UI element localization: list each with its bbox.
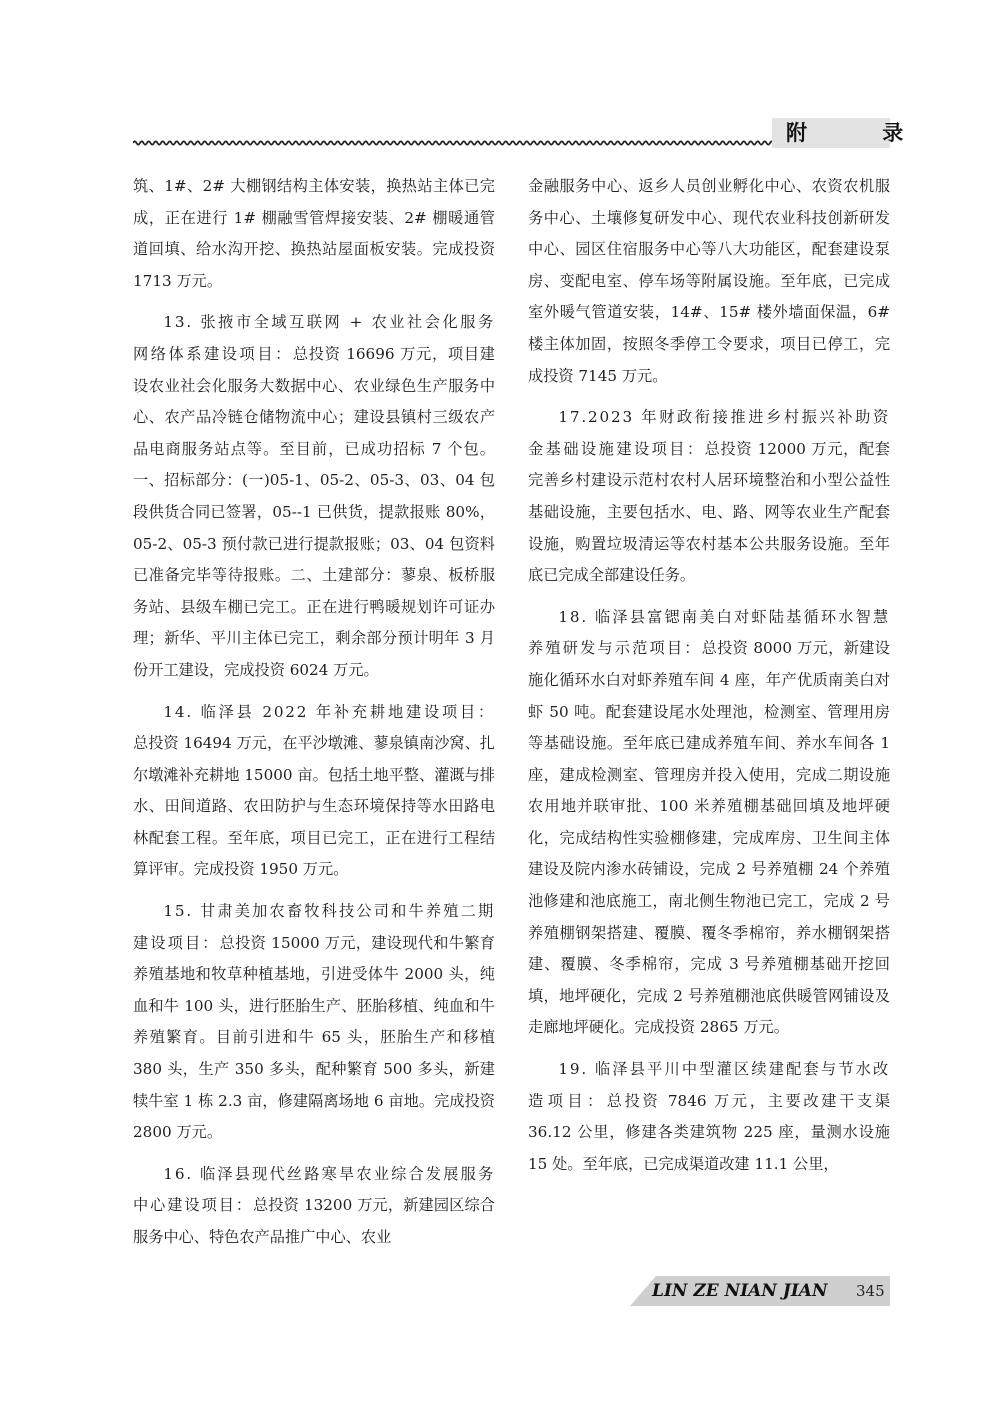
item-body: 总投资 16494 万元，在平沙墩滩、蓼泉镇南沙窝、扎尔墩滩补充耕地 15000 亩。包括土地平整、灌溉与排水、田间道路、农田防护与生态环境保持等水田路电林配套工程。至年底，项目已完工，正在进行工程结算评审。完成投资 1950 万元。 — [133, 734, 495, 879]
header-wave-rule — [133, 136, 775, 150]
paragraph: 筑、1#、2# 大棚钢结构主体安装，换热站主体已完成，正在进行 1# 棚融雪管焊接安装、2# 棚暖通管道回填、给水沟开挖、换热站屋面板安装。完成投资 1713 万元。 — [133, 177, 495, 290]
paragraph — [528, 1054, 890, 1180]
item-heading: 18. 临泽县富锶南美白对虾陆基循环水智慧养殖研发与示范项目： — [528, 607, 890, 658]
page-number: 345 — [856, 1282, 885, 1300]
item-heading: 14. 临泽县 2022 年补充耕地建设项目： — [163, 702, 495, 721]
paragraph: 金融服务中心、返乡人员创业孵化中心、农资农机服务中心、土壤修复研发中心、现代农业科技创新研发中心、园区住宿服务中心等八大功能区，配套建设泵房、变配电室、停车场等附属设施。至年底，已完成室外暖气管道安装，14#、15# 楼外墙面保温，6# 楼主体加固，按照冬季停工令要求，项目已停工，完成投资 7145 万元。 — [528, 177, 890, 385]
item-body: 总投资 13200 万元，新建园区综合服务中心、特色农产品推广中心、农业 — [133, 1196, 495, 1246]
journal-name: LIN ZE NIAN JIAN — [652, 1281, 828, 1301]
section-title: 附 录 — [786, 121, 938, 145]
item-heading: 17.2023 年财政衔接推进乡村振兴补助资金基础设施建设项目： — [528, 408, 890, 458]
item-body: 总投资 12000 万元，配套完善乡村建设示范村农村人居环境整治和小型公益性基础设施，主要包括水、电、路、网等农业生产配套设施，购置垃圾清运等农村基本公共服务设施。至年底已完成全部建设任务。 — [528, 439, 890, 585]
left-column — [133, 171, 495, 1254]
item-heading: 15. 甘肃美加农畜牧科技公司和牛养殖二期建设项目： — [133, 902, 495, 952]
item-body: 总投资 7846 万元，主要改建干支渠 36.12 公里，修建各类建筑物 225 座，量测水设施 15 处。至年底，已完成渠道改建 11.1 公里， — [528, 1091, 891, 1173]
paragraph — [133, 1159, 495, 1254]
paragraph — [133, 896, 495, 1149]
paragraph — [133, 697, 495, 887]
right-column — [528, 171, 890, 1180]
item-body: 总投资 8000 万元，新建设施化循环水白对虾养殖车间 4 座，年产优质南美白对虾 50 吨。配套建设尾水处理池，检测室、管理用房等基础设施。至年底已建成养殖车间、养水车间各 1 座，建成检测室、管理房并投入使用，完成二期设施农用地并联审批、100 米养殖棚基础回填及地坪硬化，完成结构性实验棚修建，完成库房、卫生间主体建设及院内渗水砖铺设，完成 2 号养殖棚 24 个养殖池修建和池底施工，南北侧生物池已完工，完成 2 号养殖棚钢架搭建、覆膜、覆冬季棉帘，养水棚钢架搭建、覆膜、冬季棉帘，完成 3 号养殖棚基础开挖回填，地坪硬化，完成 2 号养殖棚池底供暖管网铺设及走廊地坪硬化。完成投资 2865 万元。 — [528, 639, 890, 1037]
item-heading: 19. 临泽县平川中型灌区续建配套与节水改造项目： — [528, 1060, 890, 1110]
item-heading: 16. 临泽县现代丝路寒旱农业综合发展服务中心建设项目： — [133, 1164, 495, 1215]
item-body: 总投资 15000 万元，建设现代和牛繁育养殖基地和牧草种植基地，引进受体牛 2000 头，纯血和牛 100 头，进行胚胎生产、胚胎移植、纯血和牛养殖繁育。目前引进和牛 65 头，胚胎生产和移植 380 头，生产 350 多头，配种繁育 500 多头，新建犊牛室 1 栋 2.3 亩，修建隔离场地 6 亩地。完成投资 2800 万元。 — [133, 933, 495, 1142]
item-body: 总投资 16696 万元，项目建设农业社会化服务大数据中心、农业绿色生产服务中心、农产品冷链仓储物流中心；建设县镇村三级农产品电商服务站点等。至目前，已成功招标 7 个包。一、招标部分：(一)05-1、05-2、05-3、03、04 包段供货合同已签署，05--1 已供货，提款报账 80%，05-2、05-3 预付款已进行提款报账；03、04 包资料已准备完毕等待报账。二、土建部分：蓼泉、板桥服务站、县级车棚已完工。正在进行鸭暖规划许可证办理；新华、平川主体已完工，剩余部分预计明年 3 月份开工建设，完成投资 6024 万元。 — [133, 344, 495, 679]
section-tab — [772, 118, 938, 148]
paragraph — [133, 307, 495, 686]
item-heading: 13. 张掖市全域互联网 + 农业社会化服务网络体系建设项目： — [133, 313, 495, 363]
paragraph — [528, 402, 890, 592]
paragraph — [528, 602, 890, 1044]
